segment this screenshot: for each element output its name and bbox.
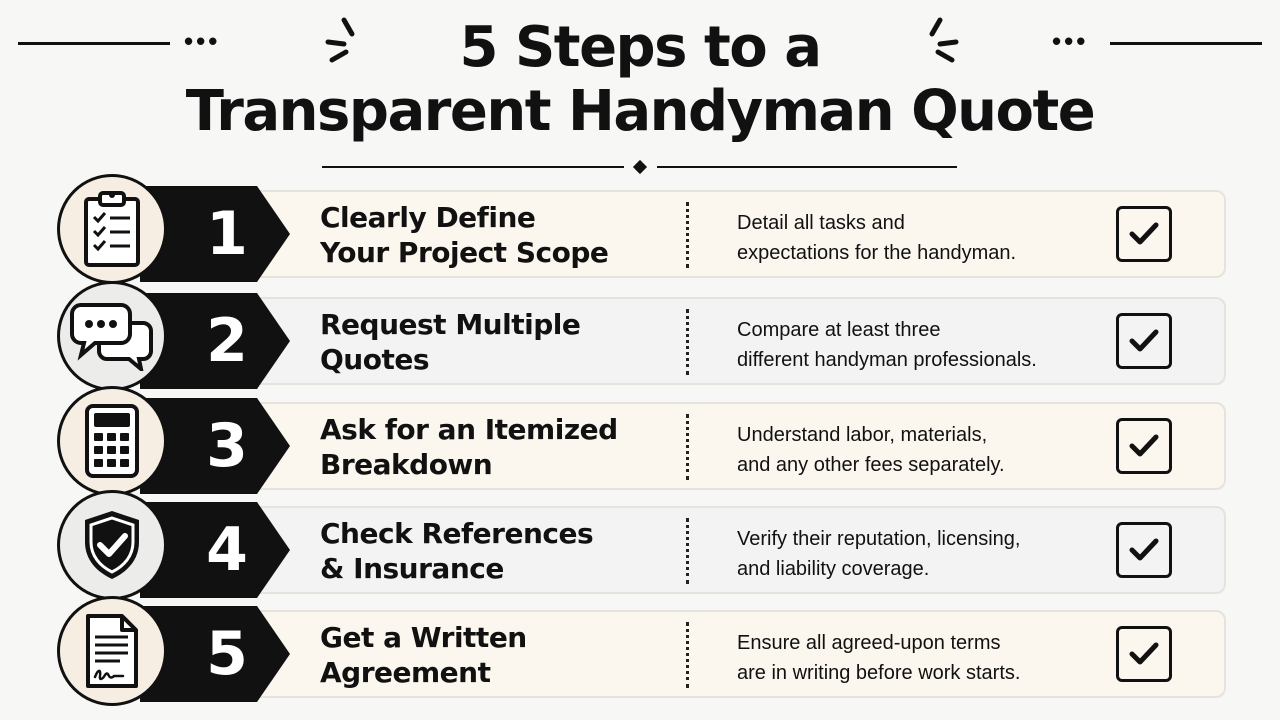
step-icon-badge-4 — [57, 490, 167, 600]
step-description-3-line-1: Understand labor, materials, — [737, 424, 988, 446]
step-row-2 — [0, 293, 1280, 389]
clipboard-checklist-icon — [80, 189, 144, 269]
step-number-2: 2 — [206, 306, 248, 376]
step-checkbox-3[interactable] — [1116, 418, 1172, 474]
step-description-2-line-2: different handyman professionals. — [737, 349, 1037, 371]
step-heading-1-line-2: Your Project Scope — [320, 236, 609, 269]
step-description-4-line-1: Verify their reputation, licensing, — [737, 528, 1021, 550]
step-description-5 — [737, 628, 1067, 688]
step-description-2 — [737, 315, 1067, 375]
checkmark-icon — [1126, 323, 1162, 359]
step-number-3: 3 — [206, 411, 248, 481]
title-line-1: 5 Steps to a — [459, 15, 821, 80]
step-checkbox-2[interactable] — [1116, 313, 1172, 369]
step-divider-5 — [686, 622, 689, 688]
step-divider-3 — [686, 414, 689, 480]
step-heading-5 — [320, 620, 650, 690]
title-diamond — [633, 160, 647, 174]
step-number-5: 5 — [206, 619, 248, 689]
signed-document-icon — [84, 613, 140, 689]
sparkle-burst-right-icon — [922, 14, 962, 66]
step-heading-1-line-1: Clearly Define — [320, 201, 536, 234]
step-icon-badge-3 — [57, 386, 167, 496]
step-description-3-line-2: and any other fees separately. — [737, 454, 1005, 476]
step-description-3 — [737, 420, 1067, 480]
title-underline-left — [322, 166, 624, 168]
step-heading-2-line-2: Quotes — [320, 343, 430, 376]
checkmark-icon — [1126, 532, 1162, 568]
sparkle-burst-left-icon — [322, 14, 362, 66]
step-heading-3-line-1: Ask for an Itemized — [320, 413, 618, 446]
checkmark-icon — [1126, 216, 1162, 252]
step-row-1 — [0, 186, 1280, 282]
header-dots-right: ••• — [1052, 26, 1089, 56]
shield-check-icon — [80, 508, 144, 582]
step-heading-5-line-1: Get a Written — [320, 621, 527, 654]
header-rule-right — [1110, 42, 1262, 45]
step-checkbox-4[interactable] — [1116, 522, 1172, 578]
step-description-5-line-1: Ensure all agreed-upon terms — [737, 632, 1001, 654]
step-divider-1 — [686, 202, 689, 268]
step-description-4 — [737, 524, 1067, 584]
step-icon-badge-2 — [57, 281, 167, 391]
step-row-4 — [0, 502, 1280, 598]
step-row-3 — [0, 398, 1280, 494]
step-description-1-line-2: expectations for the handyman. — [737, 242, 1017, 264]
title-line-2: Transparent Handyman Quote — [185, 79, 1095, 144]
step-number-4: 4 — [206, 515, 248, 585]
step-checkbox-5[interactable] — [1116, 626, 1172, 682]
step-divider-4 — [686, 518, 689, 584]
step-heading-1 — [320, 200, 650, 270]
chat-bubbles-icon — [69, 301, 155, 371]
checkmark-icon — [1126, 428, 1162, 464]
step-heading-3-line-2: Breakdown — [320, 448, 493, 481]
step-description-2-line-1: Compare at least three — [737, 319, 941, 341]
step-checkbox-1[interactable] — [1116, 206, 1172, 262]
checkmark-icon — [1126, 636, 1162, 672]
title-underline-right — [657, 166, 957, 168]
step-heading-3 — [320, 412, 650, 482]
step-divider-2 — [686, 309, 689, 375]
step-heading-2 — [320, 307, 650, 377]
step-icon-badge-1 — [57, 174, 167, 284]
step-row-5 — [0, 606, 1280, 702]
step-description-5-line-2: are in writing before work starts. — [737, 662, 1021, 684]
step-heading-4-line-1: Check References — [320, 517, 594, 550]
step-heading-2-line-1: Request Multiple — [320, 308, 581, 341]
step-description-1-line-1: Detail all tasks and — [737, 212, 905, 234]
header-dots-left: ••• — [184, 26, 221, 56]
step-heading-4-line-2: & Insurance — [320, 552, 504, 585]
step-description-1 — [737, 208, 1067, 268]
step-icon-badge-5 — [57, 596, 167, 706]
calculator-icon — [83, 403, 141, 479]
step-number-1: 1 — [206, 199, 248, 269]
header-rule-left — [18, 42, 170, 45]
step-description-4-line-2: and liability coverage. — [737, 558, 930, 580]
step-heading-5-line-2: Agreement — [320, 656, 491, 689]
step-heading-4 — [320, 516, 650, 586]
